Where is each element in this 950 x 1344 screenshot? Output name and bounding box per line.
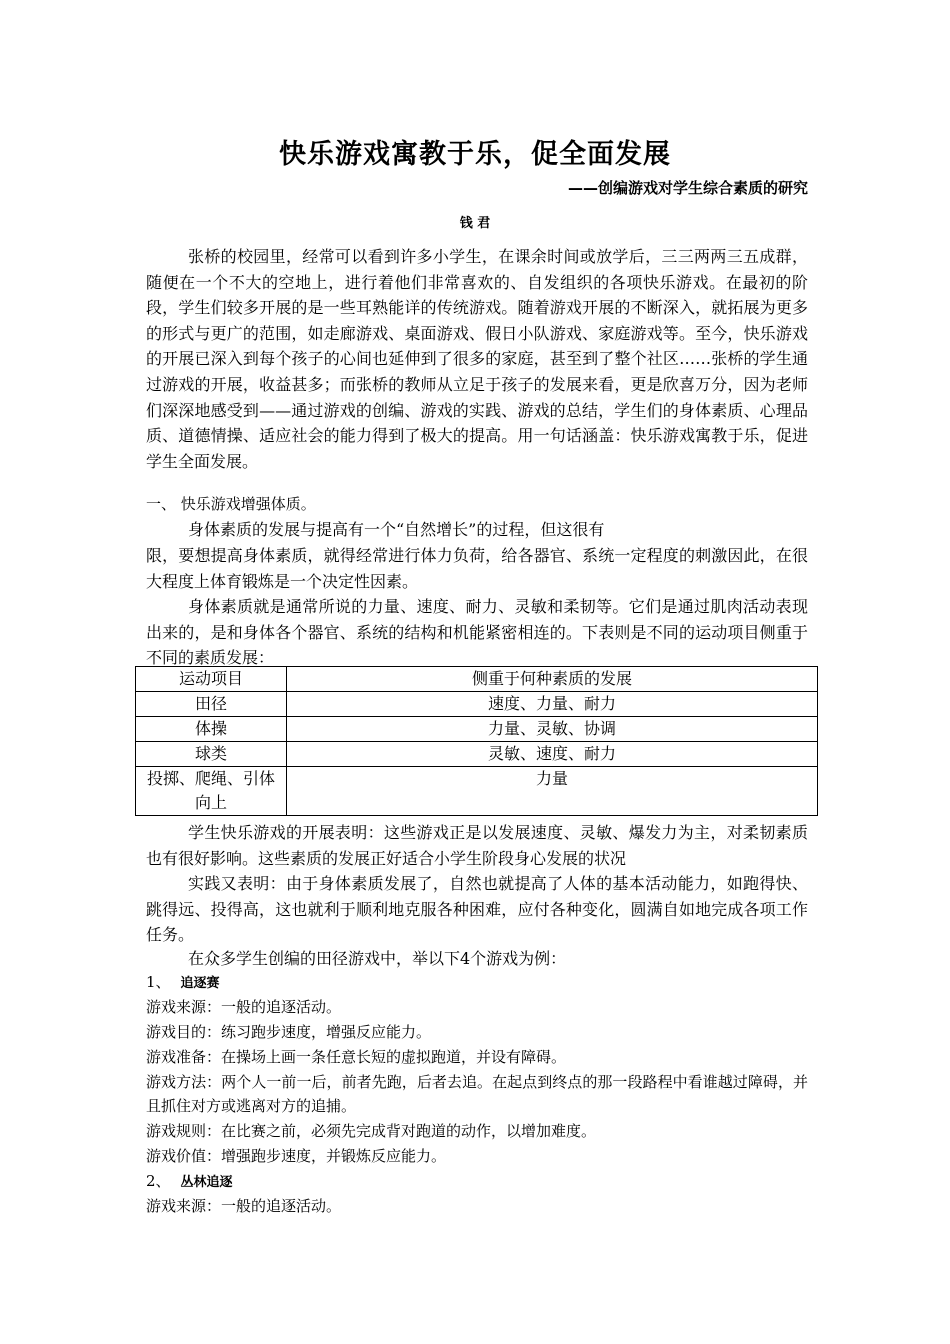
table-header-row xyxy=(136,667,818,692)
table-row xyxy=(136,692,818,717)
table-cell: 体操 xyxy=(136,717,287,742)
table-header: 侧重于何种素质的发展 xyxy=(287,667,818,692)
game-1-rule: 游戏规则：在比赛之前，必须先完成背对跑道的动作，以增加难度。 xyxy=(146,1122,597,1140)
intro-paragraph: 张桥的校园里，经常可以看到许多小学生，在课余时间或放学后，三三两两三五成群，随便在一个不大的空地上，进行着他们非常喜欢的、自发组织的各项快乐游戏。在最初的阶段，学生们较多开展的是一些耳熟能详的传统游戏。随着游戏开展的不断深入，就拓展为更多的形式与更广的范围，如走廊游戏、桌面游戏、假日小队游戏、家庭游戏等。至今，快乐游戏的开展已深入到每个孩子的心间也延伸到了很多的家庭，甚至到了整个社区……张桥的学生通过游戏的开展，收益甚多；而张桥的教师从立足于孩子的发展来看，更是欣喜万分，因为老师们深深地感受到——通过游戏的创编、游戏的实践、游戏的总结，学生们的身体素质、心理品质、道德情操、适应社会的能力得到了极大的提高。用一句话涵盖：快乐游戏寓教于乐，促进学生全面发展。 xyxy=(146,247,808,471)
game-1-purpose: 游戏目的：练习跑步速度，增强反应能力。 xyxy=(146,1023,432,1041)
table-cell: 球类 xyxy=(136,742,287,767)
table-cell: 力量 xyxy=(287,767,818,816)
paragraph-2: 身体素质就是通常所说的力量、速度、耐力、灵敏和柔韧等。它们是通过肌肉活动表现出来的，是和身体各个器官、系统的结构和机能紧密相连的。下表则是不同的运动项目侧重于不同的素质发展： xyxy=(146,597,808,668)
table-cell: 灵敏、速度、耐力 xyxy=(287,742,818,767)
paragraph-1: 身体素质的发展与提高有一个“自然增长”的过程，但这很有 xyxy=(188,520,605,539)
section-heading-1: 一、 快乐游戏增强体质。 xyxy=(146,495,316,513)
game-2-heading xyxy=(146,1169,233,1195)
paragraph-5: 在众多学生创编的田径游戏中，举以下4个游戏为例： xyxy=(188,949,567,968)
game-1-method: 游戏方法：两个人一前一后，前者先跑，后者去追。在起点到终点的那一段路程中看谁越过障碍，并且抓住对方或逃离对方的追捕。 xyxy=(146,1073,808,1115)
game-2-number: 2、 xyxy=(146,1172,171,1190)
game-1-value: 游戏价值：增强跑步速度，并锻炼反应能力。 xyxy=(146,1147,447,1165)
table-cell: 投掷、爬绳、引体向上 xyxy=(136,767,287,816)
game-1-prep: 游戏准备：在操场上画一条任意长短的虚拟跑道，并设有障碍。 xyxy=(146,1048,567,1066)
game-1-source: 游戏来源：一般的追逐活动。 xyxy=(146,998,342,1016)
paragraph-4: 实践又表明：由于身体素质发展了，自然也就提高了人体的基本活动能力，如跑得快、跳得远、投得高，这也就利于顺利地克服各种困难，应付各种变化，圆满自如地完成各项工作任务。 xyxy=(146,874,808,945)
table-cell: 力量、灵敏、协调 xyxy=(287,717,818,742)
game-1-number: 1、 xyxy=(146,973,171,991)
game-2-name: 丛林追逐 xyxy=(180,1175,233,1190)
game-1-name: 追逐赛 xyxy=(180,976,220,991)
table-row xyxy=(136,767,818,816)
table-row xyxy=(136,717,818,742)
author-name: 钱 君 xyxy=(459,216,491,231)
game-1-heading xyxy=(146,970,220,996)
table-row xyxy=(136,742,818,767)
table-cell: 田径 xyxy=(136,692,287,717)
game-2-source: 游戏来源：一般的追逐活动。 xyxy=(146,1197,342,1215)
table-cell: 速度、力量、耐力 xyxy=(287,692,818,717)
paragraph-3: 学生快乐游戏的开展表明：这些游戏正是以发展速度、灵敏、爆发力为主，对柔韧素质也有很好影响。这些素质的发展正好适合小学生阶段身心发展的状况 xyxy=(146,823,808,868)
document-subtitle: ——创编游戏对学生综合素质的研究 xyxy=(567,179,808,197)
sports-quality-table xyxy=(135,666,818,816)
document-title: 快乐游戏寓教于乐，促全面发展 xyxy=(279,139,671,170)
table-header: 运动项目 xyxy=(136,667,287,692)
paragraph-1-continued: 限，要想提高身体素质，就得经常进行体力负荷，给各器官、系统一定程度的刺激因此，在很大程度上体育锻炼是一个决定性因素。 xyxy=(146,546,808,591)
